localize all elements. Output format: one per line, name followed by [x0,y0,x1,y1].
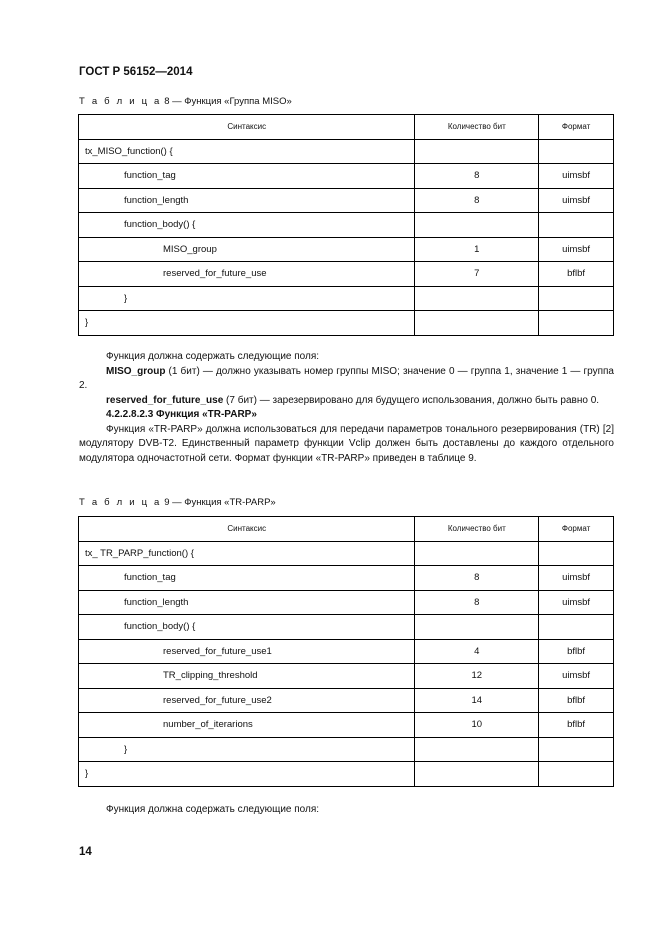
syntax-cell: number_of_iterarions [79,713,415,738]
table8-caption-title: 8 — Функция «Группа MISO» [164,96,292,107]
bits-cell: 1 [415,237,539,262]
column-header-format: Формат [539,115,614,140]
table-row [79,688,614,713]
format-cell: bflbf [539,639,614,664]
table-row [79,590,614,615]
format-cell: uimsbf [539,664,614,689]
bits-cell [415,286,539,311]
format-cell [539,541,614,566]
syntax-cell: reserved_for_future_use [79,262,415,287]
syntax-cell: function_body() { [79,213,415,238]
fields-intro: Функция должна содержать следующие поля: [106,351,320,362]
format-cell [539,286,614,311]
syntax-cell: function_tag [79,164,415,189]
bits-cell [415,541,539,566]
table-row [79,139,614,164]
syntax-cell: } [79,286,415,311]
bits-cell [415,213,539,238]
syntax-cell: } [79,737,415,762]
section-paragraph: Функция «TR-PARP» должна использоваться для передачи параметров тонального резервирования (TR) [2] модулятору DVB-T2. Единственный параметр функции Vclip должен быть доставлены до каждого отдельного модулятора одночастотной сети. Формат функции «TR-PARP» приведен в таблице 9. [79,423,614,464]
column-header-syntax: Синтаксис [79,115,415,140]
syntax-cell: function_length [79,188,415,213]
table-row [79,615,614,640]
bits-cell [415,311,539,336]
table-row [79,237,614,262]
field-desc: (1 бит) — должно указывать номер группы MISO; значение 0 — группа 1, значение 1 — группа 2. [79,365,614,391]
bits-cell: 8 [415,566,539,591]
bits-cell: 12 [415,664,539,689]
format-cell [539,213,614,238]
format-cell [539,139,614,164]
table-row [79,541,614,566]
bits-cell: 8 [415,164,539,189]
syntax-cell: function_length [79,590,415,615]
document-header: ГОСТ Р 56152—2014 [79,66,193,78]
bits-cell [415,737,539,762]
format-cell: uimsbf [539,566,614,591]
table8-caption-label: Т а б л и ц а [79,96,162,107]
field-description-miso-group [79,365,614,394]
section-heading: 4.2.2.8.2.3 Функция «TR-PARP» [106,409,257,420]
table-row [79,164,614,189]
table9-caption-label: Т а б л и ц а [79,497,162,508]
table-header-row [79,517,614,542]
table-row [79,566,614,591]
format-cell: bflbf [539,713,614,738]
format-cell [539,311,614,336]
bits-cell [415,615,539,640]
bits-cell: 7 [415,262,539,287]
bits-cell [415,139,539,164]
table-row [79,213,614,238]
bits-cell: 14 [415,688,539,713]
syntax-cell: } [79,311,415,336]
table-8 [78,114,614,336]
field-name: reserved_for_future_use [106,394,224,406]
table-row [79,262,614,287]
format-cell: bflbf [539,262,614,287]
column-header-bits: Количество бит [415,115,539,140]
page-number: 14 [79,846,92,858]
syntax-cell: TR_clipping_threshold [79,664,415,689]
format-cell [539,762,614,787]
format-cell: uimsbf [539,164,614,189]
syntax-cell: reserved_for_future_use2 [79,688,415,713]
column-header-bits: Количество бит [415,517,539,542]
fields-intro: Функция должна содержать следующие поля: [106,804,320,815]
table-row [79,188,614,213]
column-header-syntax: Синтаксис [79,517,415,542]
table-row [79,286,614,311]
field-desc: (7 бит) — зарезервировано для будущего использования, должно быть равно 0. [223,394,600,406]
syntax-cell: MISO_group [79,237,415,262]
bits-cell: 4 [415,639,539,664]
body-text-section [79,350,614,466]
syntax-cell: tx_MISO_function() { [79,139,415,164]
table-header-row [79,115,614,140]
syntax-cell: } [79,762,415,787]
bits-cell: 10 [415,713,539,738]
field-name: MISO_group [106,365,166,377]
table-row [79,737,614,762]
bits-cell [415,762,539,787]
table-row [79,639,614,664]
table9-caption-title: 9 — Функция «TR-PARP» [164,497,276,508]
format-cell: uimsbf [539,188,614,213]
format-cell: bflbf [539,688,614,713]
table-row [79,713,614,738]
field-description-reserved [79,394,614,409]
syntax-cell: function_tag [79,566,415,591]
table-row [79,762,614,787]
format-cell [539,615,614,640]
table-row [79,664,614,689]
bits-cell: 8 [415,590,539,615]
syntax-cell: function_body() { [79,615,415,640]
table-row [79,311,614,336]
bits-cell: 8 [415,188,539,213]
format-cell: uimsbf [539,590,614,615]
table9-caption [79,497,276,508]
format-cell [539,737,614,762]
syntax-cell: reserved_for_future_use1 [79,639,415,664]
column-header-format: Формат [539,517,614,542]
syntax-cell: tx_ TR_PARP_function() { [79,541,415,566]
table8-caption [79,96,292,107]
body-text-closing [79,803,614,818]
table-9 [78,516,614,787]
format-cell: uimsbf [539,237,614,262]
